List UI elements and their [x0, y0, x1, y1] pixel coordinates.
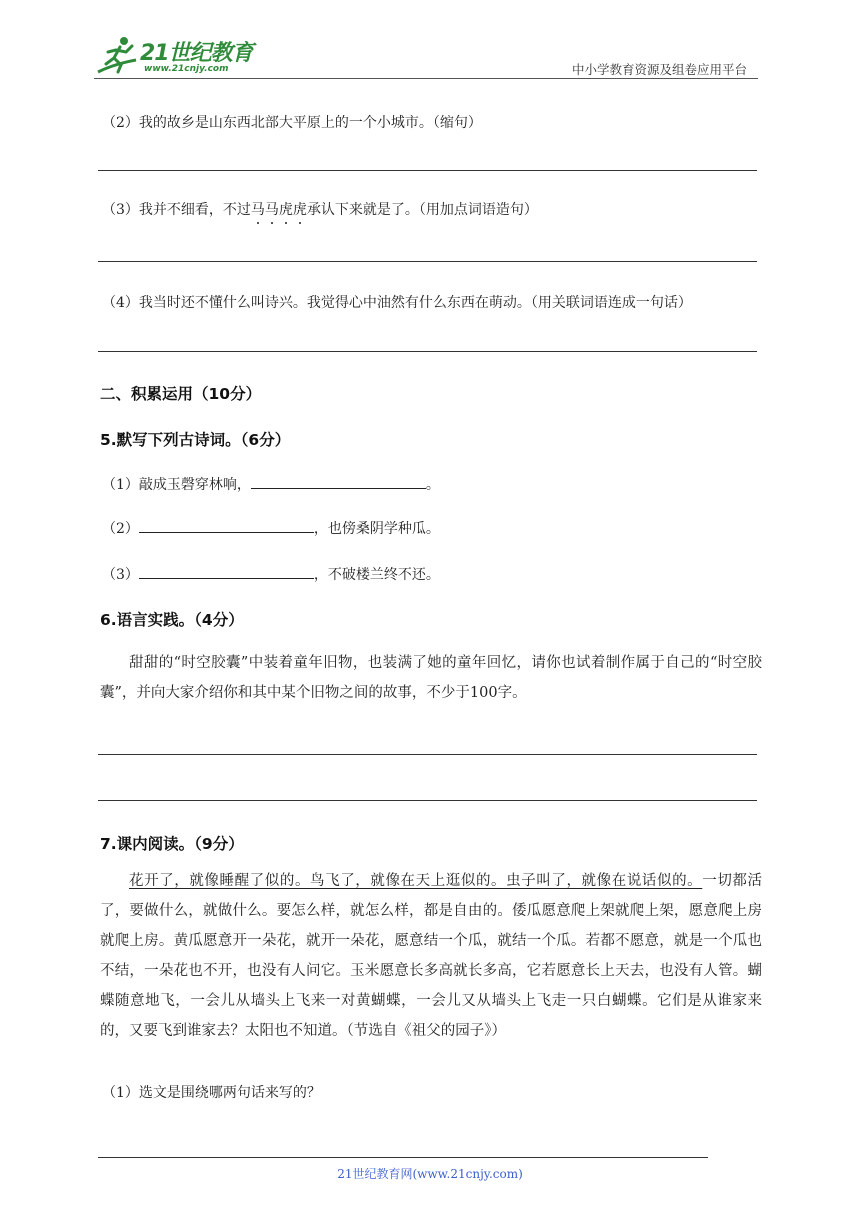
q4-item2: （2）我的故乡是山东西北部大平原上的一个小城市。（缩句） — [102, 115, 482, 131]
poem-line-3: （3） ，不破楼兰终不还。 — [102, 564, 440, 584]
answer-line — [98, 351, 757, 352]
footer-rule — [98, 1157, 708, 1158]
q7-title: 7.课内阅读。（9分） — [100, 835, 244, 853]
poem-line-1: （1）敲成玉磬穿林响， 。 — [102, 474, 440, 494]
answer-line — [98, 261, 757, 262]
dotted-char: 马 — [265, 199, 279, 219]
footer-text: 21世纪教育网(www.21cnjy.com) — [337, 1167, 523, 1181]
q7-sub1: （1）选文是围绕哪两句话来写的？ — [102, 1085, 321, 1101]
q5-title: 5.默写下列古诗词。（6分） — [100, 431, 291, 449]
header-rule — [94, 78, 758, 79]
q6-title: 6.语言实践。（4分） — [100, 611, 244, 629]
platform-name: 中小学教育资源及组卷应用平台 — [572, 62, 748, 77]
underlined-sentence: 花开了，就像睡醒了似的。鸟飞了，就像在天上逛似的。虫子叫了，就像在说话似的。 — [129, 873, 703, 889]
runner-logo-icon — [94, 34, 140, 78]
dotted-char: 虎 — [293, 199, 307, 219]
logo-url: www.21cnjy.com — [144, 64, 229, 74]
fill-blank[interactable] — [251, 474, 426, 489]
q4-item3: （3）我并不细看，不过马马虎虎承认下来就是了。（用加点词语造句） — [102, 199, 538, 219]
reading-passage: 花开了，就像睡醒了似的。鸟飞了，就像在天上逛似的。虫子叫了，就像在说话似的。一切都活了，要做什么，就做什么。要怎么样，就怎么样，都是自由的。倭瓜愿意爬上架就爬上架，愿意爬上房就爬上房。黄瓜愿意开一朵花，就开一朵花，愿意结一个瓜，就结一个瓜。若都不愿意，就是一个瓜也不结，一朵花也不开，也没有人问它。玉米愿意长多高就长多高，它若愿意长上天去，也没有人管。蝴蝶随意地飞，一会儿从墙头上飞来一对黄蝴蝶，一会儿又从墙头上飞走一只白蝴蝶。它们是从谁家来的，又要飞到谁家去？太阳也不知道。（节选自《祖父的园子》） — [100, 873, 763, 1039]
fill-blank[interactable] — [139, 518, 314, 533]
answer-line — [98, 800, 757, 801]
section-title: 二、积累运用（10分） — [100, 385, 262, 403]
answer-line — [98, 170, 757, 171]
q4-item4: （4）我当时还不懂什么叫诗兴。我觉得心中油然有什么东西在萌动。（用关联词语连成一句话） — [102, 295, 692, 311]
q6-prompt: 甜甜的“时空胶囊”中装着童年旧物，也装满了她的童年回忆，请你也试着制作属于自己的“时空胶囊”，并向大家介绍你和其中某个旧物之间的故事，不少于100字。 — [100, 655, 762, 701]
answer-line — [98, 754, 757, 755]
dotted-char: 马 — [251, 199, 265, 219]
poem-line-2: （2） ，也傍桑阴学种瓜。 — [102, 518, 440, 538]
dotted-char: 虎 — [279, 199, 293, 219]
header-logo — [94, 34, 264, 78]
logo-title: 21世纪教育 — [140, 41, 253, 66]
fill-blank[interactable] — [139, 564, 314, 579]
